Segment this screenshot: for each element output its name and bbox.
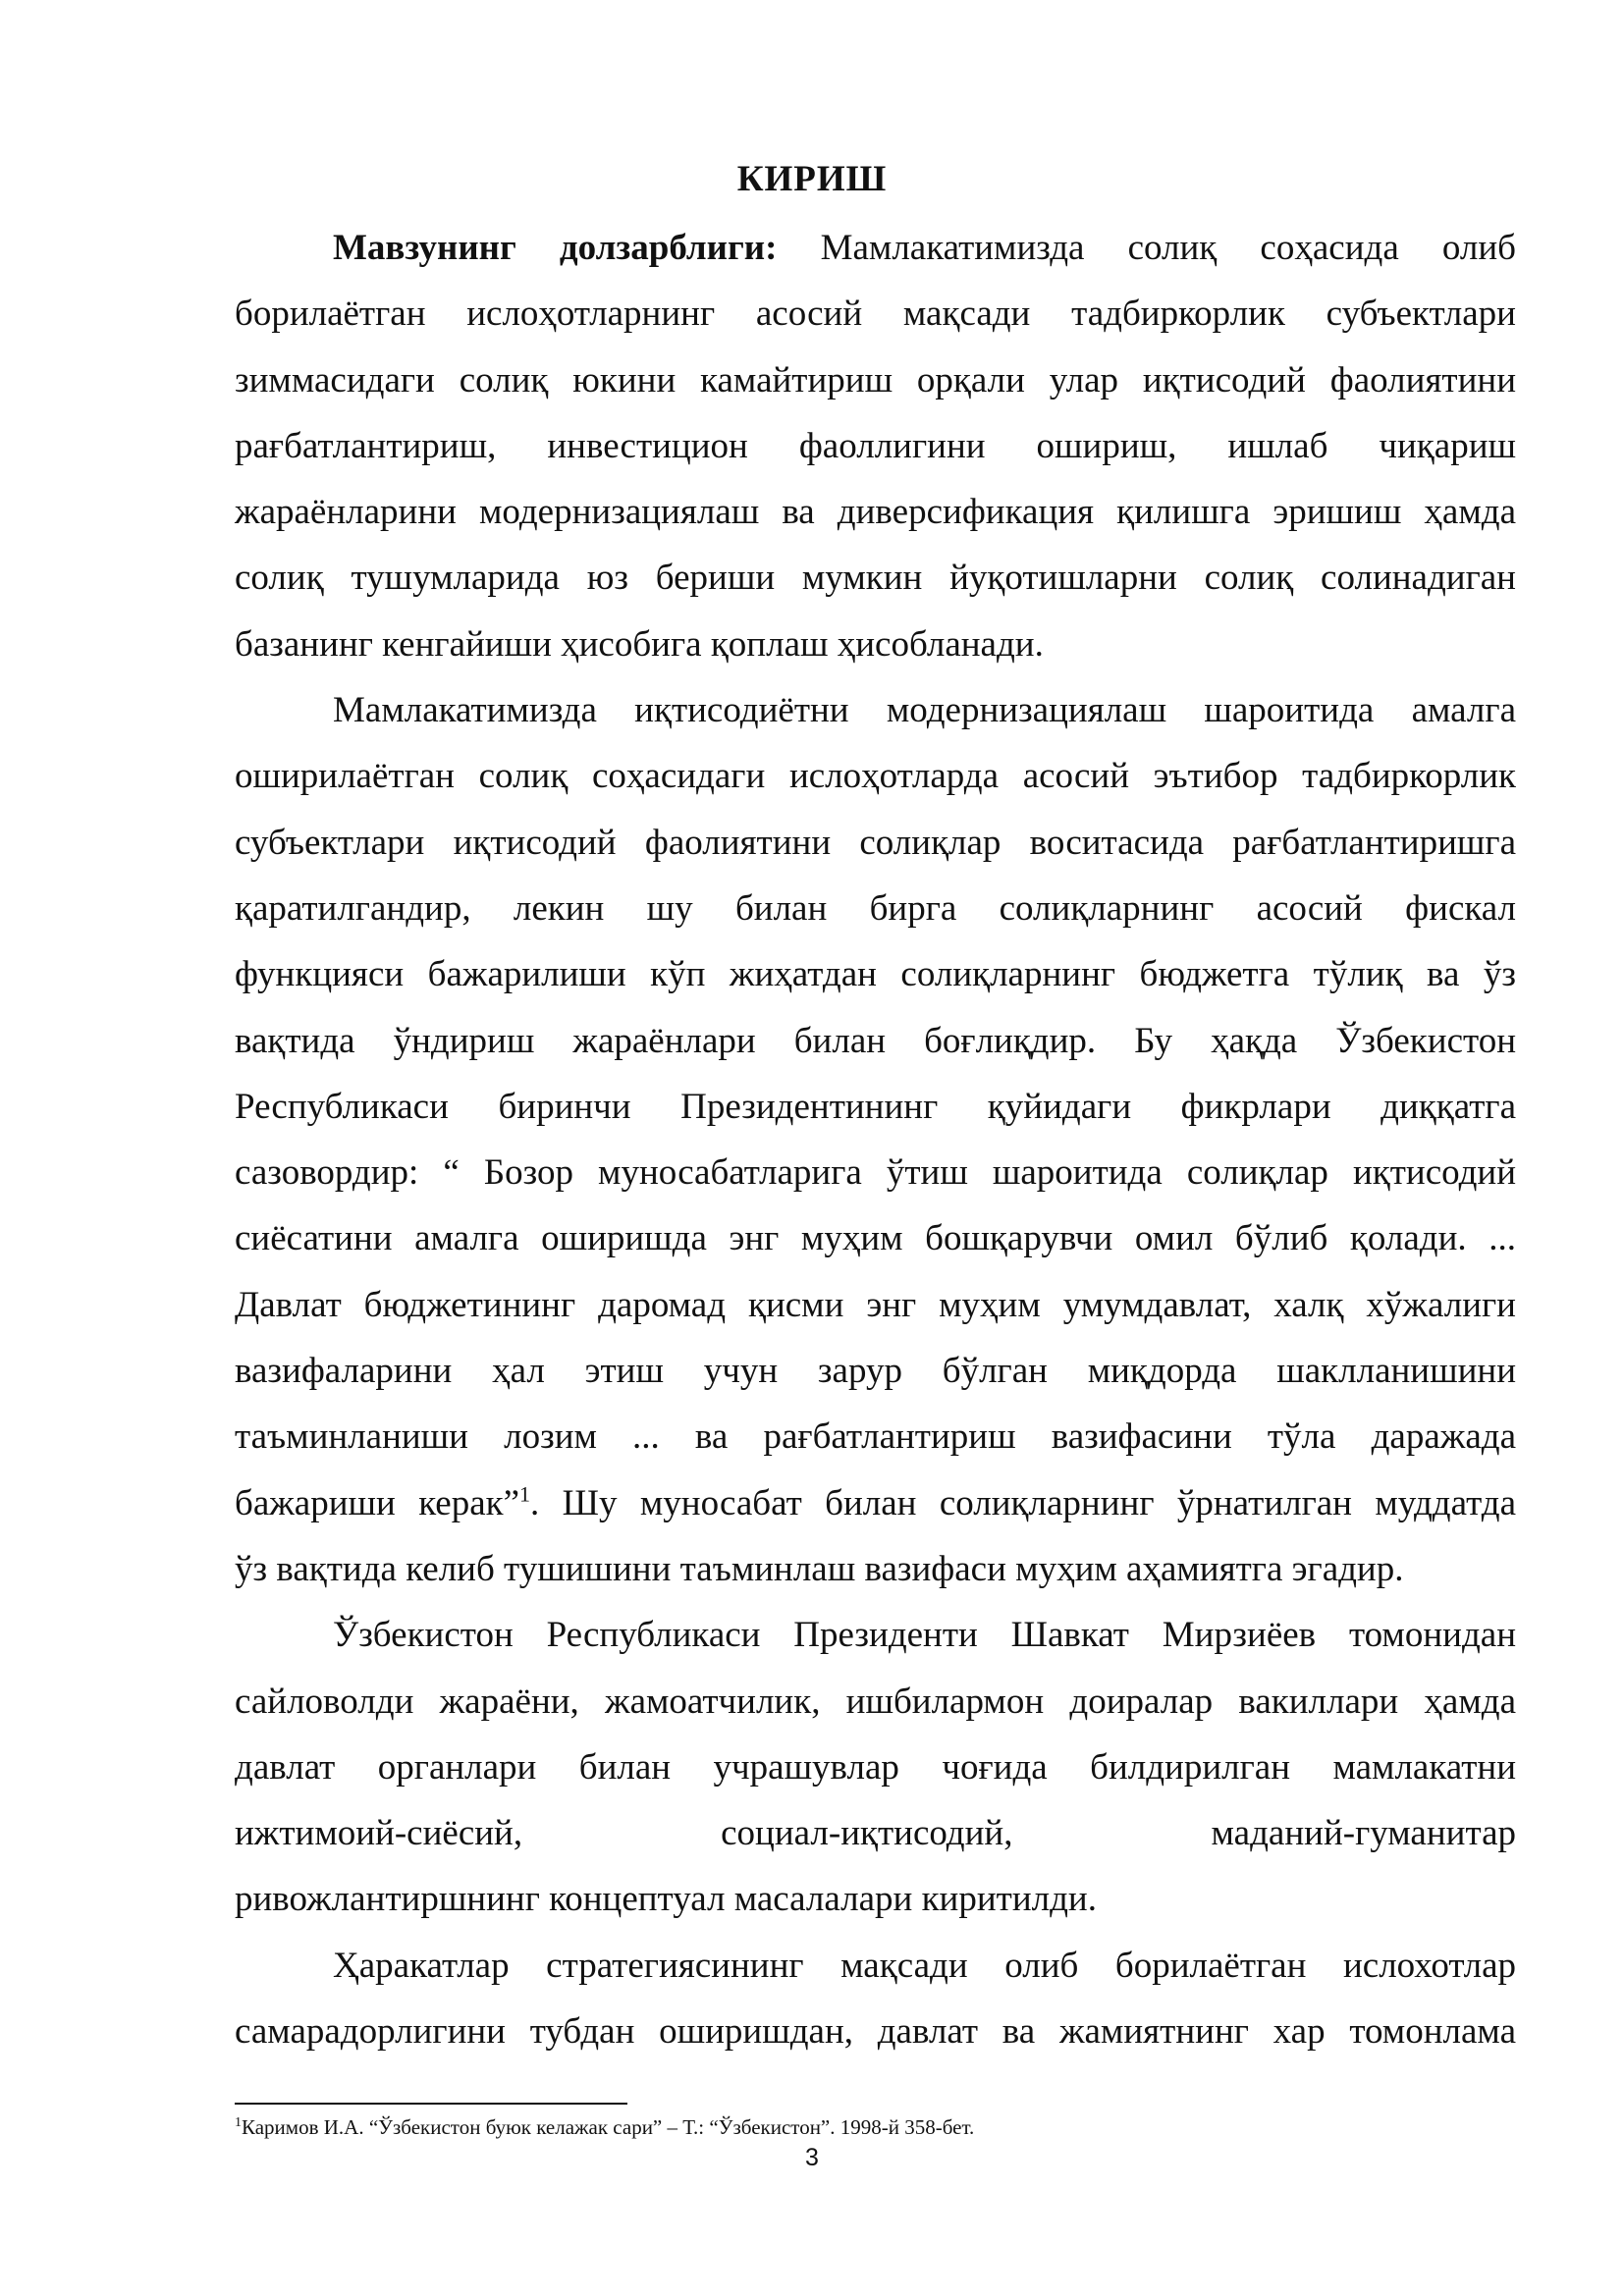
line-text: сазовордир: “ Бозор муносабатларига ўтиш шароитида солиқлар иқтисодий bbox=[235, 1152, 1516, 1194]
text-line bbox=[235, 612, 1516, 677]
line-text: Мамлакатимизда иқтисодиётни модернизациялаш шароитида амалга bbox=[333, 690, 1516, 731]
text-line bbox=[235, 1404, 1516, 1469]
text-line bbox=[235, 1008, 1516, 1074]
line-text: ривожлантиршнинг концептуал масалалари киритилди. bbox=[235, 1879, 1097, 1920]
line-text: давлат органлари билан учрашувлар чоғида билдирилган мамлакатни bbox=[235, 1746, 1516, 1788]
line-text: базанинг кенгайиши ҳисобига қоплаш ҳисобланади. bbox=[235, 623, 1044, 665]
page-number: 3 bbox=[805, 2144, 819, 2171]
line-text: Давлат бюджетининг даромад қисми энг муҳим умумдавлат, халқ хўжалиги bbox=[235, 1284, 1516, 1325]
paragraph bbox=[235, 677, 1516, 1602]
line-text: рағбатлантириш, инвестицион фаоллигини ошириш, ишлаб чиқариш bbox=[235, 425, 1516, 466]
text-line bbox=[235, 1272, 1516, 1338]
line-text: Ўзбекистон Республикаси Президенти Шавкат Мирзиёев томонидан bbox=[333, 1615, 1516, 1656]
text-line bbox=[235, 1933, 1516, 1999]
text-line bbox=[235, 1866, 1516, 1932]
page-heading: КИРИШ bbox=[736, 159, 888, 199]
text-line bbox=[235, 941, 1516, 1007]
paragraph bbox=[235, 1933, 1516, 2065]
footnote-marker: 1 bbox=[235, 2115, 242, 2130]
text-line bbox=[235, 1205, 1516, 1271]
body-text bbox=[235, 215, 1516, 2064]
line-text-continued: . Шу муносабат билан солиқларнинг ўрнатилган муддатда bbox=[530, 1482, 1516, 1523]
footnote bbox=[235, 2112, 1516, 2142]
footnote-separator bbox=[235, 2103, 627, 2105]
line-text: таъминланиши лозим ... ва рағбатлантириш вазифасини тўла даражада bbox=[235, 1416, 1516, 1458]
line-text: вазифаларини ҳал этиш учун зарур бўлган миқдорда шаклланишини bbox=[235, 1351, 1516, 1392]
paragraph bbox=[235, 1602, 1516, 1932]
line-text: қаратилгандир, лекин шу билан бирга солиқларнинг асосий фискал bbox=[235, 887, 1516, 929]
line-text: вақтида ўндириш жараёнлари билан боғлиқдир. Бу ҳақда Ўзбекистон bbox=[235, 1020, 1516, 1061]
line-text: оширилаётган солиқ соҳасидаги ислоҳотларда асосий эътибор тадбиркорлик bbox=[235, 756, 1516, 797]
paragraph bbox=[235, 215, 1516, 677]
text-line bbox=[235, 810, 1516, 876]
footnote-text: Каримов И.А. “Ўзбекистон буюк келажак сари” – Т.: “Ўзбекистон”. 1998-й 358-бет. bbox=[242, 2115, 975, 2139]
line-text: Республикаси биринчи Президентининг қуйидаги фикрлари диққатга bbox=[235, 1086, 1516, 1127]
text-line bbox=[235, 876, 1516, 941]
text-line bbox=[235, 743, 1516, 809]
line-text: ўз вақтида келиб тушишини таъминлаш вазифаси муҳим аҳамиятга эгадир. bbox=[235, 1548, 1404, 1589]
text-line bbox=[235, 347, 1516, 413]
line-text: ижтимоий-сиёсий, социал-иқтисодий, маданий-гуманитар bbox=[235, 1813, 1516, 1854]
text-line bbox=[235, 1800, 1516, 1866]
line-text: сиёсатини амалга оширишда энг муҳим бошқарувчи омил бўлиб қолади. ... bbox=[235, 1218, 1516, 1259]
text-line bbox=[235, 1470, 1516, 1536]
line-text: жараёнларини модернизациялаш ва диверсификация қилишга эришиш ҳамда bbox=[235, 492, 1516, 533]
line-text: самарадорлигини тубдан оширишдан, давлат ва жамиятнинг хар томонлама bbox=[235, 2011, 1516, 2053]
text-line bbox=[235, 413, 1516, 479]
line-text: зиммасидаги солиқ юкини камайтириш орқали улар иқтисодий фаолиятини bbox=[235, 359, 1516, 400]
line-text: солиқ тушумларида юз бериши мумкин йуқотишларни солиқ солинадиган bbox=[235, 558, 1516, 599]
text-line bbox=[235, 545, 1516, 611]
text-line bbox=[235, 1074, 1516, 1140]
text-line bbox=[235, 1536, 1516, 1602]
line-text: борилаётган ислоҳотларнинг асосий мақсади тадбиркорлик субъектлари bbox=[235, 294, 1516, 335]
line-text: бажариши керак” bbox=[235, 1482, 520, 1523]
text-line bbox=[235, 1338, 1516, 1404]
text-line bbox=[235, 1602, 1516, 1668]
text-line bbox=[235, 281, 1516, 347]
text-line bbox=[235, 215, 1516, 281]
line-text: Ҳаракатлар стратегиясининг мақсади олиб борилаётган ислохотлар bbox=[333, 1945, 1516, 1986]
lead-term: Мавзунинг долзарблиги: bbox=[333, 228, 778, 268]
text-line bbox=[235, 1140, 1516, 1205]
text-line bbox=[235, 677, 1516, 743]
text-line bbox=[235, 1735, 1516, 1800]
text-line bbox=[235, 1999, 1516, 2064]
line-text: сайловолди жараёни, жамоатчилик, ишбилармон доиралар вакиллари ҳамда bbox=[235, 1681, 1516, 1722]
text-line bbox=[235, 1669, 1516, 1735]
line-text: субъектлари иқтисодий фаолиятини солиқлар воситасида рағбатлантиришга bbox=[235, 822, 1516, 863]
line-text: Мамлакатимизда солиқ соҳасида олиб bbox=[777, 228, 1516, 268]
text-line bbox=[235, 479, 1516, 545]
line-text: функцияси бажарилиши кўп жиҳатдан солиқларнинг бюджетга тўлиқ ва ўз bbox=[235, 954, 1516, 995]
footnote-reference: 1 bbox=[519, 1481, 531, 1507]
